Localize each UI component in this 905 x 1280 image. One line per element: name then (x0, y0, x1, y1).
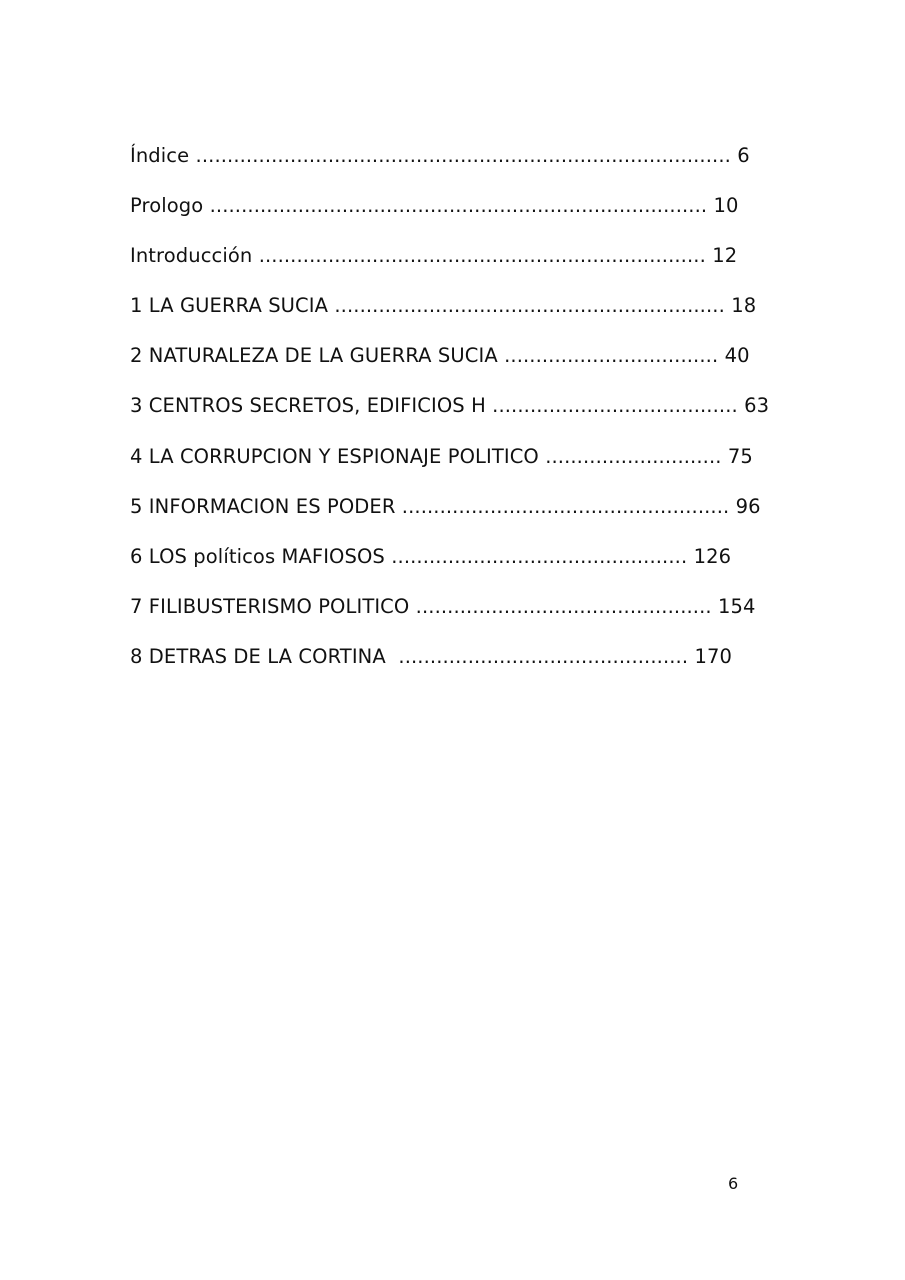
toc-entry-chapter-2[interactable] (130, 341, 810, 391)
toc-entry-title: 1 LA GUERRA SUCIA (130, 294, 329, 318)
toc-entry-title: 3 CENTROS SECRETOS, EDIFICIOS H (130, 394, 486, 418)
toc-entry-chapter-6[interactable] (130, 542, 810, 592)
toc-entry-leader: .............................................................. (334, 294, 725, 318)
toc-entry-title: Prologo (130, 194, 204, 218)
toc-entry-chapter-1[interactable] (130, 291, 810, 341)
toc-entry-leader: ............................ (545, 444, 722, 468)
toc-entry-page: 170 (694, 644, 732, 668)
toc-entry-leader: ............................................................................... (209, 194, 708, 218)
toc-entry-title: 8 DETRAS DE LA CORTINA (130, 644, 393, 668)
toc-entry-leader: ..................................................................................... (195, 144, 731, 167)
toc-entry-page: 63 (744, 394, 770, 418)
toc-entry-page: 154 (718, 594, 756, 618)
toc-entry-leader: ....................................... (492, 394, 738, 418)
toc-entry-leader: .................................. (504, 344, 719, 368)
toc-entry-leader: .................................................... (401, 494, 730, 518)
toc-entry-title: 4 LA CORRUPCION Y ESPIONAJE POLITICO (130, 444, 539, 468)
toc-entry-page: 10 (713, 194, 739, 218)
toc-entry-page: 75 (727, 444, 753, 468)
page-number: 6 (728, 1174, 739, 1193)
toc-entry-leader: ............................................... (391, 544, 688, 568)
toc-entry-page: 126 (693, 544, 732, 568)
toc-entry-chapter-5[interactable] (130, 492, 810, 542)
toc-entry-title: 5 INFORMACION ES PODER (130, 494, 396, 518)
table-of-contents (130, 141, 810, 692)
toc-entry-indice[interactable] (130, 141, 810, 191)
toc-entry-title: 2 NATURALEZA DE LA GUERRA SUCIA (130, 344, 498, 368)
toc-entry-title: Introducción (130, 244, 253, 268)
toc-entry-introduccion[interactable] (130, 241, 810, 291)
toc-entry-leader: ............................................... (415, 594, 712, 618)
toc-entry-chapter-4[interactable] (130, 442, 810, 492)
toc-entry-title: 6 LOS políticos MAFIOSOS (130, 544, 385, 568)
toc-entry-prologo[interactable] (130, 191, 810, 241)
toc-entry-page: 96 (735, 494, 761, 518)
toc-entry-title: 7 FILIBUSTERISMO POLITICO (130, 594, 410, 618)
toc-entry-leader: .............................................. (398, 644, 689, 668)
toc-entry-chapter-3[interactable] (130, 391, 810, 441)
toc-entry-page: 12 (712, 244, 738, 268)
toc-entry-title: Índice (130, 144, 190, 167)
toc-entry-chapter-7[interactable] (130, 592, 810, 642)
toc-entry-page: 40 (724, 344, 750, 368)
toc-entry-page: 18 (731, 294, 757, 318)
toc-entry-leader: ....................................................................... (258, 244, 706, 268)
toc-entry-chapter-8[interactable] (130, 642, 810, 692)
toc-entry-page: 6 (737, 144, 750, 167)
